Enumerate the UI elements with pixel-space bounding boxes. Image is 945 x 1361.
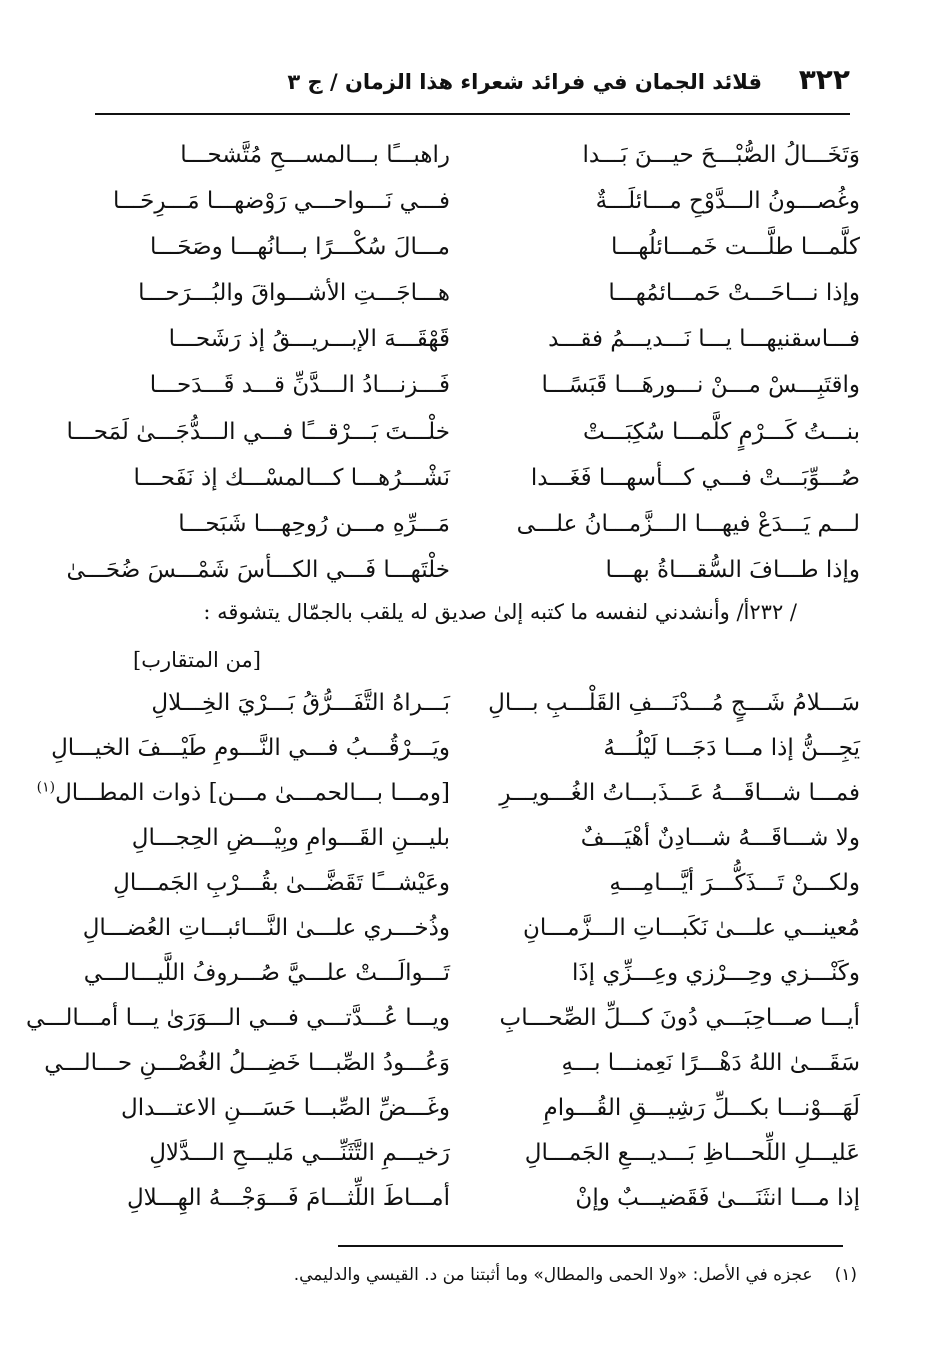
hemistich-first: فـــاسقنيهـــا يـــا نَـــديـــمُ فقـــد: [548, 326, 860, 353]
page-number: ٣٢٢: [798, 63, 850, 96]
running-title: قلائد الجمان في فرائد شعراء هذا الزمان / ج ٣: [287, 70, 762, 94]
verse: [51, 726, 860, 771]
hemistich-first: لَهَـــوْنـــا بكـــلِّ رَشِيـــقِ القُـــوامِ: [543, 1095, 860, 1121]
hemistich-second: بليـــنِ القَـــوامِ وبِيْـــضِ الحِجـــالِ: [131, 825, 450, 851]
footnote-rule: [338, 1245, 843, 1247]
footnote-marker: (١): [36, 779, 56, 796]
hemistich-first: وكَنْـــزي وحِـــرْزي وعِـــزِّي إذَا: [572, 960, 860, 986]
hemistich-first: ولا شـــاقَـــهُ شـــادِنٌ أهْيَـــفٌ: [580, 825, 860, 851]
hemistich-text: [ومـــا بـــالحمـــىٰ مـــن] ذوات المطـــال: [55, 780, 450, 806]
hemistich-second: رَخيـــمِ التَّثَنِّـــي مَليـــحِ الـــدَّلالِ: [149, 1140, 450, 1166]
hemistich-first: يَجِـــنُّ إذا مـــا دَجَـــا لَيْلُـــهُ: [603, 735, 860, 761]
hemistich-first: أيـــا صـــاحِبَـــي دُونَ كـــلِّ الصِّحـــابِ: [499, 1005, 860, 1031]
hemistich-second: خلْـــتَ بَـــرْقـــًا فـــي الـــدُّجَـــىٰ لَمَحـــا: [66, 418, 450, 445]
hemistich-first: بنـــتُ كَـــرْمٍ كلَّمـــا سُكِبَـــتْ: [583, 418, 860, 445]
verse: [36, 771, 860, 816]
footnote-text: عجزه في الأصل: «ولا الحمى والمطال» وما أثبتنا من د. القيسي والدليمي.: [293, 1265, 813, 1285]
hemistich-second: وذُخـــري علـــىٰ النَّـــائبـــاتِ العُضـــالِ: [82, 915, 450, 941]
hemistich-second: مَـــرِّهِ مـــن رُوحِهـــا شَبَحـــا: [178, 510, 450, 537]
hemistich-first: عَليـــلِ اللِّحـــاظِ بَـــديـــعِ الجَمـــالِ: [524, 1140, 860, 1166]
hemistich-second: وغَـــضِّ الصِّبـــا حَسَـــنِ الاعتـــدال: [121, 1095, 450, 1121]
hemistich-first: كلَّمـــا طلَّـــت خَمـــائلُهـــا: [610, 234, 860, 261]
page-header: [95, 64, 850, 108]
hemistich-first: وغُصـــونُ الـــدَّوْحِ مـــائلَـــةٌ: [595, 188, 860, 215]
verse: [95, 1131, 860, 1176]
verse: [95, 270, 860, 316]
verse: [95, 316, 860, 362]
verse: [95, 501, 860, 547]
hemistich-second: قَهْقَـــهَ الإبـــريـــقُ إذ رَشَحـــا: [168, 326, 450, 353]
hemistich-first: سَـــلامُ شَـــجٍ مُـــدْنَـــفِ القَلْـــبِ بـــالِ: [488, 690, 860, 716]
verse: [95, 132, 860, 178]
verse: [66, 409, 860, 455]
hemistich-second: فـــي نَـــواحـــي رَوْضهـــا مَـــرِحَـــا: [112, 188, 450, 215]
hemistich-first: واقتَبِـــسْ مـــنْ نـــورهَـــا قَبَسًـــا: [541, 372, 860, 399]
verse: [82, 906, 860, 951]
hemistich-second: خلْتَهـــا فَـــي الكـــأسَ شَمْـــسَ ضُحَـــىٰ: [66, 556, 450, 583]
poem-first: [66, 132, 860, 593]
hemistich-first: إذا مـــا انثَنَـــىٰ فَقَضيـــبٌ وإنْ: [575, 1185, 860, 1211]
verse: [95, 224, 860, 270]
hemistich-first: لـــم يَـــدَعْ فيهـــا الـــزَّمـــانُ علـــى: [516, 510, 860, 537]
poem-second: [25, 681, 860, 1221]
verse: [25, 996, 860, 1041]
hemistich-first: وَتَخَـــالُ الصُّبْـــحَ حيـــنَ بَـــدا: [582, 142, 860, 168]
hemistich-second: ويـــا عُـــدَّتـــي فـــي الـــوَرَىٰ يـــا أمـــالـــي: [25, 1005, 450, 1031]
verse: [95, 816, 860, 861]
hemistich-second: ويَـــرْقُـــبُ فـــي النَّـــومِ طَيْـــفَ الخيـــالِ: [51, 735, 450, 761]
verse: [95, 861, 860, 906]
hemistich-second: [36, 771, 450, 816]
verse: [83, 951, 860, 996]
hemistich-second: فَـــزنـــادُ الـــدَّنِّ قـــد قَـــدَحـــا: [149, 372, 450, 399]
verse: [95, 455, 860, 501]
hemistich-first: سَقَـــىٰ اللهُ دَهْـــرًا نَعِمنـــا بـــهِ: [561, 1050, 860, 1076]
hemistich-first: وإذا نـــاحَـــتْ حَمـــائمُهـــا: [608, 280, 860, 307]
verse: [95, 362, 860, 408]
hemistich-first: فمـــا شـــاقَـــهُ عَـــذَبـــاتُ الغُـــويـــرِ: [499, 780, 860, 806]
hemistich-second: تَـــوالَـــتْ علـــيَّ صُـــروفُ اللَّيـــالـــي: [83, 960, 450, 986]
hemistich-second: مـــالَ سُكْـــرًا بـــانُهـــا وصَحَـــا: [149, 234, 450, 261]
header-rule: [95, 113, 850, 115]
footnote: [294, 1262, 857, 1288]
hemistich-second: هـــاجَـــتِ الأشـــواقَ والبُـــرَحـــا: [138, 280, 450, 307]
hemistich-first: مُعينـــي علـــىٰ نَكَبـــاتِ الـــزَّمـــانِ: [523, 915, 860, 941]
hemistich-second: راهبـــًا بـــالمســـحِ مُتَّشحـــا: [180, 142, 450, 168]
meter-label: [من المتقارب]: [133, 648, 261, 672]
hemistich-second: وعَيْشـــًا تَقَضَّـــىٰ بقُـــرْبِ الجَمـــالِ: [113, 870, 450, 896]
hemistich-second: بَـــراهُ التَّفَـــرُّقُ بَـــرْيَ الخِـــلالِ: [151, 690, 450, 716]
verse: [95, 1086, 860, 1131]
verse: [95, 681, 860, 726]
hemistich-second: أمـــاطَ اللِّثـــامَ فَـــوَجْـــهُ الهِـــلالِ: [126, 1185, 450, 1211]
hemistich-first: وإذا طـــافَ السُّقـــاةُ بهـــا: [605, 556, 860, 583]
hemistich-second: وَعُـــودُ الصِّبـــا خَضِـــلُ الغُصْـــنِ حـــالـــي: [44, 1050, 450, 1076]
footnote-number: (١): [834, 1265, 857, 1285]
verse: [95, 1176, 860, 1221]
verse: [66, 547, 860, 593]
verse: [95, 178, 860, 224]
hemistich-first: صُـــوِّبَـــتْ فـــي كـــأسهـــا فَغَـــدا: [530, 464, 860, 491]
poem-introduction: / ٢٣٢أ/ وأنشدني لنفسه ما كتبه إلىٰ صديق له يلقب بالجمّال يتشوقه :: [203, 600, 797, 624]
verse: [44, 1041, 860, 1086]
hemistich-second: نَشْـــرُهـــا كـــالمسْـــك إذ نَفَحـــا: [133, 464, 450, 491]
hemistich-first: ولكـــنْ تَـــذَكُّـــرَ أيَّـــامِـــهِ: [609, 870, 860, 896]
